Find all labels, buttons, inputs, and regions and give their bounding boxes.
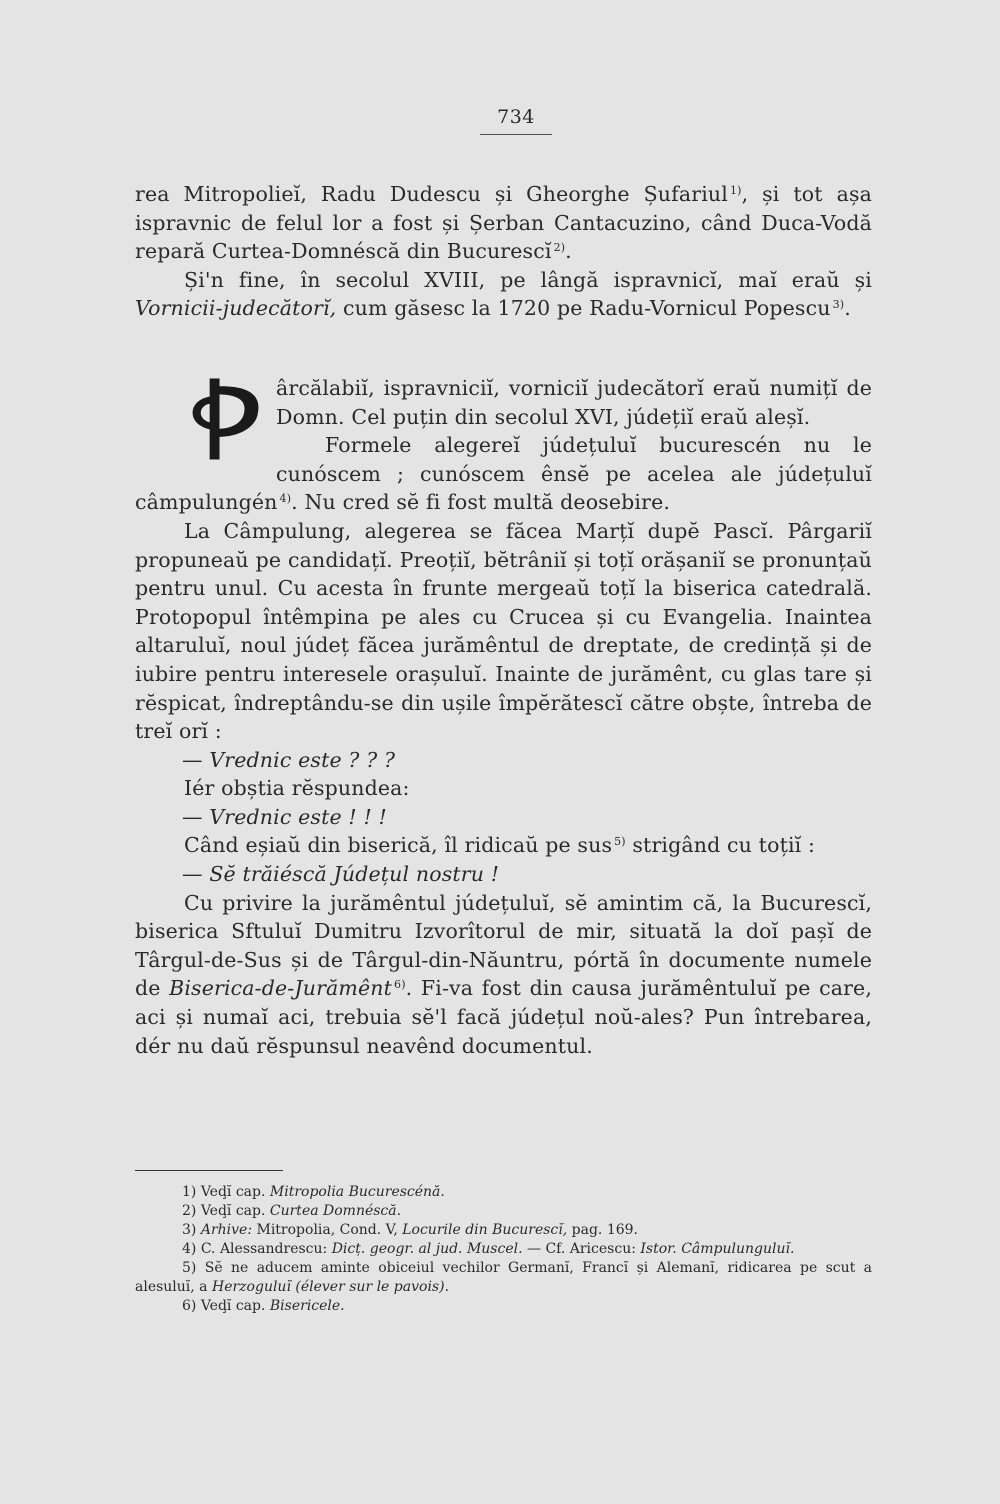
footnote-number: 2) [182, 1203, 197, 1219]
footnote-5 [135, 1259, 872, 1297]
footnote-4 [135, 1240, 872, 1259]
paragraph-7 [135, 831, 872, 860]
dialog-line-2 [135, 803, 872, 832]
footnote-ref-2: 2) [553, 241, 566, 255]
italic-run: Locurile din Bucurescĭ, [402, 1222, 568, 1238]
text-run: — Cf. Aricescu: [522, 1241, 641, 1257]
text-run: Formele alegereĭ júdețuluĭ bucurescén nu le cunóscem ; cunóscem ênsĕ pe acelea ale júdețuluĭ câmpulungén [135, 433, 872, 515]
text-run: rea Mitropolieĭ, Radu Dudescu și Gheorghe Șufariul [135, 182, 728, 206]
text-run: La Câmpulung, alegerea se făcea Marțĭ dupĕ Pascĭ. Pârgariĭ propuneaŭ pe candidațĭ. Preoțiĭ, bĕtrâniĭ și toțĭ orășaniĭ se pronunțaŭ pentru unul. Cu acesta în frunte mergeaŭ toțĭ la biserica catedrală. Protopopul întêmpina pe ales cu Crucea și cu Evangelia. Inaintea altaruluĭ, noul júdeț făcea jurămêntul de dreptate, de credință și de iubire pentru interesele orașuluĭ. Inainte de jurămênt, cu glas tare și rĕspicat, îndreptându-se din ușile împĕrătescĭ către obște, întreba de treĭ orĭ : [135, 518, 872, 744]
dash: — [182, 747, 210, 772]
footnote-1 [135, 1183, 872, 1202]
text-run: Veḑĭ cap. [200, 1203, 270, 1219]
page-number-rule [480, 134, 552, 135]
text-run: cum găsesc la 1720 pe Radu-Vornicul Popescu [336, 296, 831, 321]
text-run: C. Alessandrescu: [200, 1241, 332, 1257]
italic-run: Arhive: [200, 1222, 253, 1238]
text-run: . [444, 1279, 450, 1295]
paragraph-8 [135, 889, 872, 1061]
dialog-line-1 [135, 746, 872, 775]
text-run: Când eșiaŭ din biserică, îl ridicaŭ pe sus [184, 833, 613, 858]
italic-run: Herzoguluĭ [211, 1279, 291, 1295]
italic-run: Biserica-de-Jurămênt [169, 976, 393, 1001]
italic-run: Vornicii-judecătorĭ, [135, 296, 337, 321]
footnote-2 [135, 1202, 872, 1221]
dash: — [182, 804, 210, 829]
footnote-3 [135, 1221, 872, 1240]
paragraph-2 [135, 266, 872, 323]
italic-run: Dicț. geogr. al jud. Muscel. [331, 1241, 523, 1257]
text-run: Cu privire la jurămêntul júdețuluĭ, sĕ amintim că, la Bucurescĭ, biserica Sftuluĭ Dumitru Izvorîtorul de mir, situată la doĭ pașĭ de Târgul-de-Sus și de Târgul-din-Năuntru, pórtă în documente numele de [135, 890, 872, 1001]
footnote-ref-4: 4) [279, 492, 292, 506]
footnote-rule [135, 1170, 283, 1171]
text-run: Iér obștia rĕspundea: [184, 776, 410, 801]
footnote-ref-1: 1) [729, 184, 742, 197]
dialog-line-3 [135, 860, 872, 889]
italic-run: Curtea Domnéscă. [269, 1203, 402, 1219]
text-run: pag. 169. [567, 1222, 638, 1238]
italic-run: Istor. Câmpulunguluĭ. [640, 1241, 795, 1257]
footnotes [135, 1183, 872, 1316]
dash: — [182, 862, 210, 887]
footnote-number: 1) [182, 1184, 197, 1200]
footnote-ref-3: 3) [832, 298, 845, 312]
text-run: . Fi-va fost din causa jurămêntuluĭ pe care, aci și numaĭ aci, trebuia sĕ'l facă júdețul noŭ-ales? Pun întrebarea, dér nu daŭ rĕspunsul neavênd documentul. [135, 976, 872, 1058]
text-run: strigând cu toțiĭ : [625, 833, 816, 858]
italic-run: Vrednic este ? ? ? [209, 747, 396, 772]
footnote-ref-5: 5) [614, 835, 626, 849]
text-run: . [844, 296, 851, 321]
footnote-number: 5) [182, 1260, 197, 1276]
text-run: Sĕ ne aducem aminte obiceiul vechilor Germanĭ, Francĭ și Alemanĭ, ridicarea pe scut a alesuluĭ, a [135, 1260, 873, 1295]
body-text [135, 180, 872, 1060]
italic-run: Vrednic este ! ! ! [209, 804, 387, 829]
text-run: Veḑĭ cap. [200, 1298, 270, 1314]
paragraph-1 [135, 180, 872, 266]
text-run: Veḑĭ cap. [200, 1184, 270, 1200]
paragraph-5 [135, 517, 872, 746]
footnote-number: 3) [182, 1222, 197, 1238]
dropcap-p-icon [183, 376, 262, 460]
footnote-ref-6: 6) [394, 978, 406, 992]
text-run: Mitropolia, Cond. V, [252, 1222, 403, 1238]
text-run: . Nu cred sĕ fi fost multă deosebire. [291, 490, 671, 515]
text-run: , și tot așa ispravnic de felul lor a fost și Șerban Cantacuzino, când Duca-Vodă repară Curtea-Domnéscă din Bucurescĭ [135, 182, 872, 264]
text-run: ârcălabiĭ, ispravniciĭ, vorniciĭ judecătorĭ eraŭ numițĭ de Domn. Cel puțin din secolul XVI, júdețiĭ eraŭ aleșĭ. [276, 375, 872, 429]
footnote-6 [135, 1297, 872, 1316]
italic-run: Sĕ trăiéscă Júdețul nostru ! [209, 862, 500, 887]
paragraph-6 [135, 774, 872, 803]
footnote-number: 6) [182, 1298, 197, 1314]
text-run: . [565, 239, 572, 264]
page-number: 734 [497, 106, 535, 128]
italic-run: (élever sur le pavois) [295, 1279, 445, 1295]
footnote-number: 4) [182, 1241, 197, 1257]
italic-run: Bisericele. [269, 1298, 345, 1314]
text-run: Și'n fine, în secolul XVIII, pe lângă ispravnicĭ, maĭ eraŭ și [184, 267, 872, 292]
italic-run: Mitropolia Bucurescénă. [269, 1184, 445, 1200]
